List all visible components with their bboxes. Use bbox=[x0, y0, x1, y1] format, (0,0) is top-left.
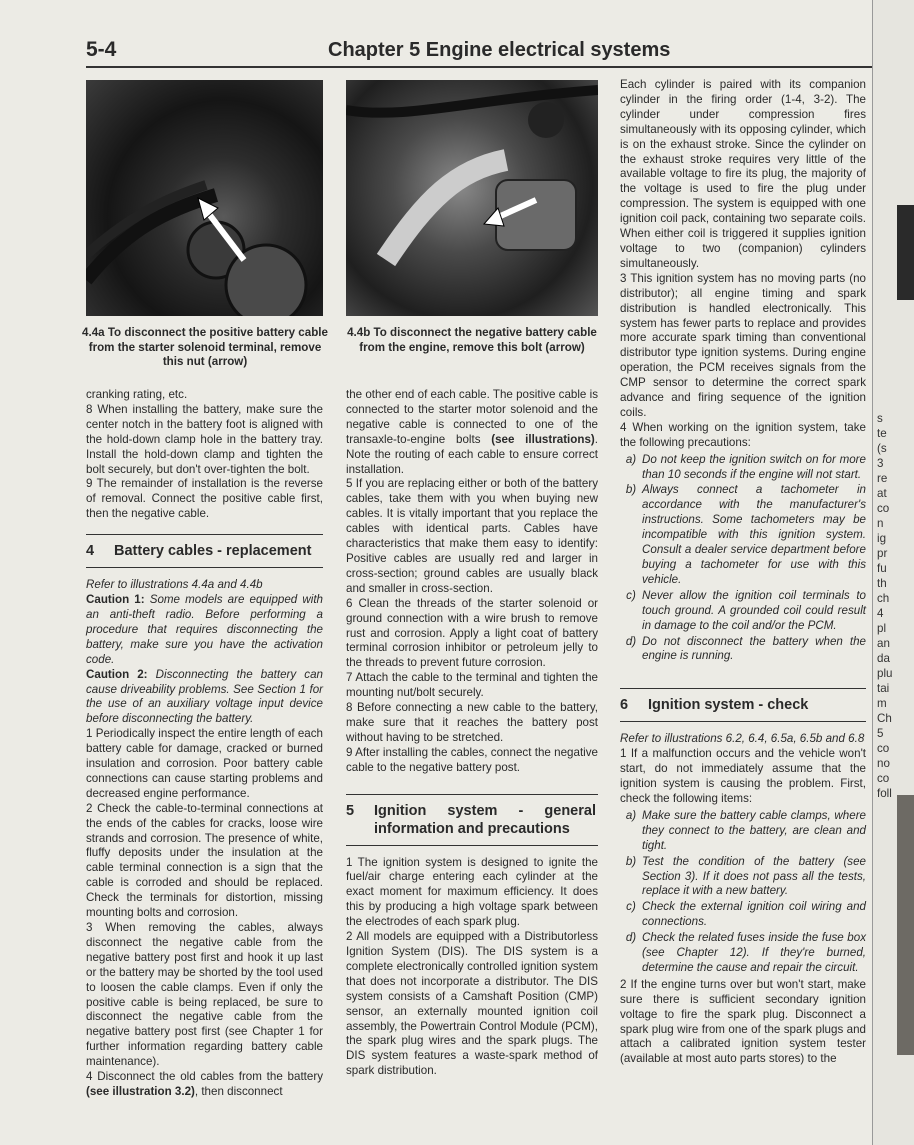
section-title: Ignition system - check bbox=[648, 697, 809, 714]
section-heading bbox=[620, 688, 866, 722]
caution-note: Caution 1: Some models are equipped with an anti-theft radio. Before performing a procedure that requires disconnecting the battery, make sure you have the activation code. bbox=[86, 593, 323, 666]
precautions-list bbox=[620, 453, 866, 665]
engine-ground-illustration bbox=[346, 80, 598, 316]
figure-caption: 4.4b To disconnect the negative battery cable from the engine, remove this bolt (arrow) bbox=[347, 326, 597, 354]
edge-fragment: ig bbox=[877, 532, 887, 545]
text-column-1 bbox=[86, 388, 323, 1100]
paragraph: 3 This ignition system has no moving parts (no distributor); all engine timing and spark distribution is handled electronically. This system has fewer parts to replace and provides more accurate spark timing than conventional distributor type ignition systems. During engine operation, the PCM receives signals from the CMP sensor to determine the correct spark advance and firing sequence of the ignition coils. bbox=[620, 271, 866, 419]
adjacent-page-photo bbox=[897, 795, 914, 1055]
section-title: Battery cables - replacement bbox=[114, 543, 312, 560]
list-item: d) Check the related fuses inside the fuse box (see Chapter 12). If they're burned, determine the cause and repair the circuit. bbox=[625, 931, 866, 974]
section-number: 5 bbox=[346, 802, 355, 819]
edge-fragment: th bbox=[877, 577, 887, 590]
text-column-3 bbox=[620, 78, 866, 1067]
chapter-title: Chapter 5 Engine electrical systems bbox=[328, 39, 671, 61]
edge-fragment: co bbox=[877, 502, 890, 515]
edge-fragment: 3 bbox=[877, 457, 884, 470]
illustration-reference: Refer to illustrations 4.4a and 4.4b bbox=[86, 578, 263, 592]
list-item: a) Do not keep the ignition switch on for more than 10 seconds if the engine will not start. bbox=[625, 452, 866, 481]
paragraph: 9 After installing the cables, connect the negative cable to the negative battery post. bbox=[346, 745, 598, 774]
edge-fragment: 5 bbox=[877, 727, 884, 740]
paragraph: 1 Periodically inspect the entire length of each battery cable for damage, cracked or burned insulation and corrosion. Poor battery cable connections can cause starting problems and decreased engine performance. bbox=[86, 727, 323, 800]
edge-fragment: Ch bbox=[877, 712, 892, 725]
paragraph: 6 Clean the threads of the starter solenoid or ground connection with a wire brush to remove rust and corrosion. Apply a light coat of battery terminal corrosion inhibitor or petroleum jelly to the threads to prevent future corrosion. bbox=[346, 596, 598, 670]
edge-fragment: s bbox=[877, 412, 883, 425]
section-number: 4 bbox=[86, 543, 95, 560]
list-item: b) Always connect a tachometer in accordance with the manufacturer's instructions. Some tachometers may be incompatible with this ignition system. Consult a dealer service department before buying a tachometer for use with this vehicle. bbox=[625, 483, 866, 586]
paragraph: 7 Attach the cable to the terminal and tighten the mounting nut/bolt securely. bbox=[346, 671, 598, 700]
edge-fragment: pl bbox=[877, 622, 887, 635]
illustration-reference: Refer to illustrations 6.2, 6.4, 6.5a, 6.5b and 6.8 bbox=[620, 732, 865, 746]
paragraph: Each cylinder is paired with its companion cylinder in the firing order (1-4, 3-2). The cylinder under compression fires simultaneously with its opposing cylinder, which is on the exhaust stroke. Since the cylinder on the exhaust stroke requires very little of the available voltage to fire its plug, the majority of the voltage is used to fire the plug under compression. The system is equipped with one ignition coil pack, containing two separate coils. When either coil is triggered it supplies ignition voltage to two (companion) cylinders simultaneously. bbox=[620, 78, 866, 270]
paragraph: cranking rating, etc. bbox=[86, 388, 188, 401]
edge-fragment: an bbox=[877, 637, 890, 650]
paragraph: 8 Before connecting a new cable to the battery, make sure that it reaches the battery post without having to be stretched. bbox=[346, 701, 598, 744]
paragraph: 3 When removing the cables, always disconnect the negative cable from the negative battery post first and hook it up last or the battery may be shorted by the tool used to loosen the cable clamps. Even if only the positive cable is being replaced, be sure to disconnect the negative cable from the negative battery post first (see Chapter 1 for further information regarding battery cable maintenance). bbox=[86, 921, 323, 1069]
edge-fragment: re bbox=[877, 472, 888, 485]
edge-fragment: da bbox=[877, 652, 890, 665]
edge-fragment: co bbox=[877, 772, 890, 785]
edge-fragment: te bbox=[877, 427, 887, 440]
list-item: c) Check the external ignition coil wiring and connections. bbox=[626, 900, 866, 929]
edge-fragment: co bbox=[877, 742, 890, 755]
section-title: Ignition system - general information and precautions bbox=[374, 802, 596, 837]
section-number: 6 bbox=[620, 697, 629, 714]
edge-fragment: pr bbox=[877, 547, 888, 560]
starter-solenoid-illustration bbox=[86, 80, 323, 316]
adjacent-page-photo bbox=[897, 205, 914, 300]
figure-4-4a-photo bbox=[86, 80, 323, 316]
checks-list bbox=[620, 809, 866, 976]
paragraph: the other end of each cable. The positive cable is connected to the starter motor solenoid and the negative cable is connected to one of the transaxle-to-engine bolts (see illustrations). Note the routing of each cable to ensure correct installation. bbox=[346, 388, 598, 476]
paragraph: 4 When working on the ignition system, take the following precautions: bbox=[620, 420, 866, 449]
list-item: d) Do not disconnect the battery when the engine is running. bbox=[625, 634, 866, 663]
edge-fragment: foll bbox=[877, 787, 892, 800]
list-item: a) Make sure the battery cable clamps, where they connect to the battery, are clean and tight. bbox=[625, 808, 866, 852]
edge-fragment: plu bbox=[877, 667, 893, 680]
paragraph: 1 If a malfunction occurs and the vehicle won't start, do not immediately assume that the ignition system is causing the problem. First, check the following items: bbox=[620, 747, 866, 805]
paragraph: 5 If you are replacing either or both of the battery cables, take them with you when buying new cables. It is vitally important that you replace the cables with identical parts. Cables have characteristics that make them easy to identify: Positive cables are usually red and larger in cross-section; ground cables are usually black and smaller in cross-section. bbox=[346, 477, 598, 595]
list-item: b) Test the condition of the battery (see Section 3). If it does not pass all the tests, replace it with a new battery. bbox=[625, 854, 866, 898]
paragraph: 2 If the engine turns over but won't start, make sure there is sufficient secondary ignition voltage to fire the spark plug. Disconnect a spark plug wire from one of the spark plugs and attach a calibrated ignition system tester (available at most auto parts stores) to the bbox=[620, 977, 866, 1066]
paragraph: 2 Check the cable-to-terminal connections at the ends of the cables for cracks, loose wire strands and corrosion. The presence of white, fluffy deposits under the insulation at the cable terminal connection is a sign that the cable is corroded and should be replaced. Check the terminals for distortion, missing mounting bolts and corrosion. bbox=[86, 801, 323, 920]
list-item: c) Never allow the ignition coil terminals to touch ground. A grounded coil could result in damage to the coil and/or the PCM. bbox=[626, 588, 866, 632]
section-heading bbox=[86, 534, 323, 568]
edge-fragment: (s bbox=[877, 442, 887, 455]
section-heading bbox=[346, 794, 598, 846]
edge-fragment: m bbox=[877, 697, 887, 710]
paragraph: 8 When installing the battery, make sure the center notch in the battery foot is aligned with the hold-down clamp hole in the battery tray. Install the hold-down clamp and tighten the bolt securely, but don't over-tighten the bolt. bbox=[86, 402, 323, 476]
header-rule bbox=[86, 66, 872, 68]
paragraph: 2 All models are equipped with a Distributorless Ignition System (DIS). The DIS system is a complete electronically controlled ignition system that does not incorporate a distributor. The DIS system consists of a Camshaft Position (CMP) sensor, an externally mounted ignition coil assembly, the Powertrain Control Module (PCM), the spark plug wires and the spark plugs. The DIS system features a waste-spark method of spark distribution. bbox=[346, 930, 598, 1078]
edge-fragment: at bbox=[877, 487, 887, 500]
edge-fragment: fu bbox=[877, 562, 887, 575]
paragraph: 1 The ignition system is designed to ignite the fuel/air charge entering each cylinder at the exact moment for maximum efficiency. It does this by producing a high voltage spark between the electrodes of each spark plug. bbox=[346, 855, 598, 929]
figure-caption: 4.4a To disconnect the positive battery cable from the starter solenoid terminal, remove this nut (arrow) bbox=[82, 326, 328, 368]
edge-fragment: tai bbox=[877, 682, 890, 695]
edge-fragment: no bbox=[877, 757, 890, 770]
figure-4-4b-photo bbox=[346, 80, 598, 316]
paragraph: 4 Disconnect the old cables from the battery (see illustration 3.2), then disconnect bbox=[86, 1070, 323, 1098]
edge-fragment: 4 bbox=[877, 607, 884, 620]
text-column-2 bbox=[346, 388, 598, 1079]
page-number: 5-4 bbox=[86, 38, 117, 61]
paragraph: 9 The remainder of installation is the reverse of removal. Connect the positive cable first, then the negative cable. bbox=[86, 477, 323, 521]
caution-note: Caution 2: Disconnecting the battery can cause driveability problems. See Section 1 for the use of an auxiliary voltage input device before disconnecting the battery. bbox=[86, 667, 323, 726]
edge-fragment: ch bbox=[877, 592, 890, 605]
page-header bbox=[86, 38, 866, 62]
edge-fragment: n bbox=[877, 517, 884, 530]
